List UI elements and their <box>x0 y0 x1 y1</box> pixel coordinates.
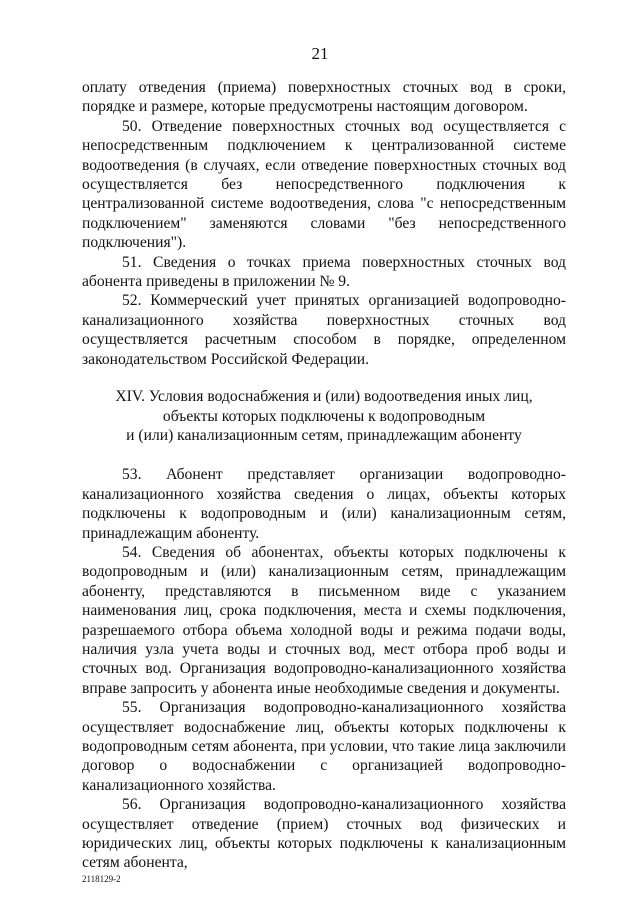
section-heading <box>82 387 566 445</box>
section-heading-line-1: XIV. Условия водоснабжения и (или) водоотведения иных лиц, <box>115 388 533 406</box>
section-heading-line-2: объекты которых подключены к водопроводным <box>162 407 486 425</box>
paragraph-53: 53. Абонент представляет организации водопроводно-канализационного хозяйства сведения о лицах, объекты которых подключены к водопроводным и (или) канализационным сетям, принадлежащим абоненту. <box>82 466 566 542</box>
document-code: 2118129-2 <box>82 874 121 884</box>
paragraph-54: 54. Сведения об абонентах, объекты которых подключены к водопроводным и (или) канализационным сетям, принадлежащим абоненту, представляются в письменном виде с указанием наименования лиц, срока подключения, места и схемы подключения, разрешаемого отбора объема холодной воды и режима подачи воды, наличия узла учета воды и сточных вод, мест отбора проб воды и сточных вод. Организация водопроводно-канализационного хозяйства вправе запросить у абонента иные необходимые сведения и документы. <box>82 543 566 697</box>
document-body <box>82 78 566 873</box>
page-number: 21 <box>311 44 329 63</box>
paragraph-56: 56. Организация водопроводно-канализационного хозяйства осуществляет отведение (прием) сточных вод физических и юридических лиц, объекты которых подключены к канализационным сетям абонента, <box>82 796 566 872</box>
paragraph-continuation: оплату отведения (приема) поверхностных сточных вод в сроки, порядке и размере, которые предусмотрены настоящим договором. <box>82 79 566 116</box>
paragraph-55: 55. Организация водопроводно-канализационного хозяйства осуществляет водоснабжение лиц, объекты которых подключены к водопроводным сетям абонента, при условии, что такие лица заключили договор о водоснабжении с организацией водопроводно-канализационного хозяйства. <box>82 699 566 794</box>
section-heading-line-3: и (или) канализационным сетям, принадлежащим абоненту <box>126 426 522 444</box>
paragraph-51: 51. Сведения о точках приема поверхностных сточных вод абонента приведены в приложении № 9. <box>82 253 566 291</box>
paragraph-50: 50. Отведение поверхностных сточных вод осуществляется с непосредственным подключением к централизованной системе водоотведения (в случаях, если отведение поверхностных сточных вод осуществляется без непосредственного подключения к централизованной системе водоотведения, слова "с непосредственным подключением" заменяются словами "без непосредственного подключения"). <box>82 117 566 252</box>
paragraph-52: 52. Коммерческий учет принятых организацией водопроводно-канализационного хозяйства поверхностных сточных вод осуществляется расчетным способом в порядке, определенном законодательством Российской Федерации. <box>82 292 566 368</box>
